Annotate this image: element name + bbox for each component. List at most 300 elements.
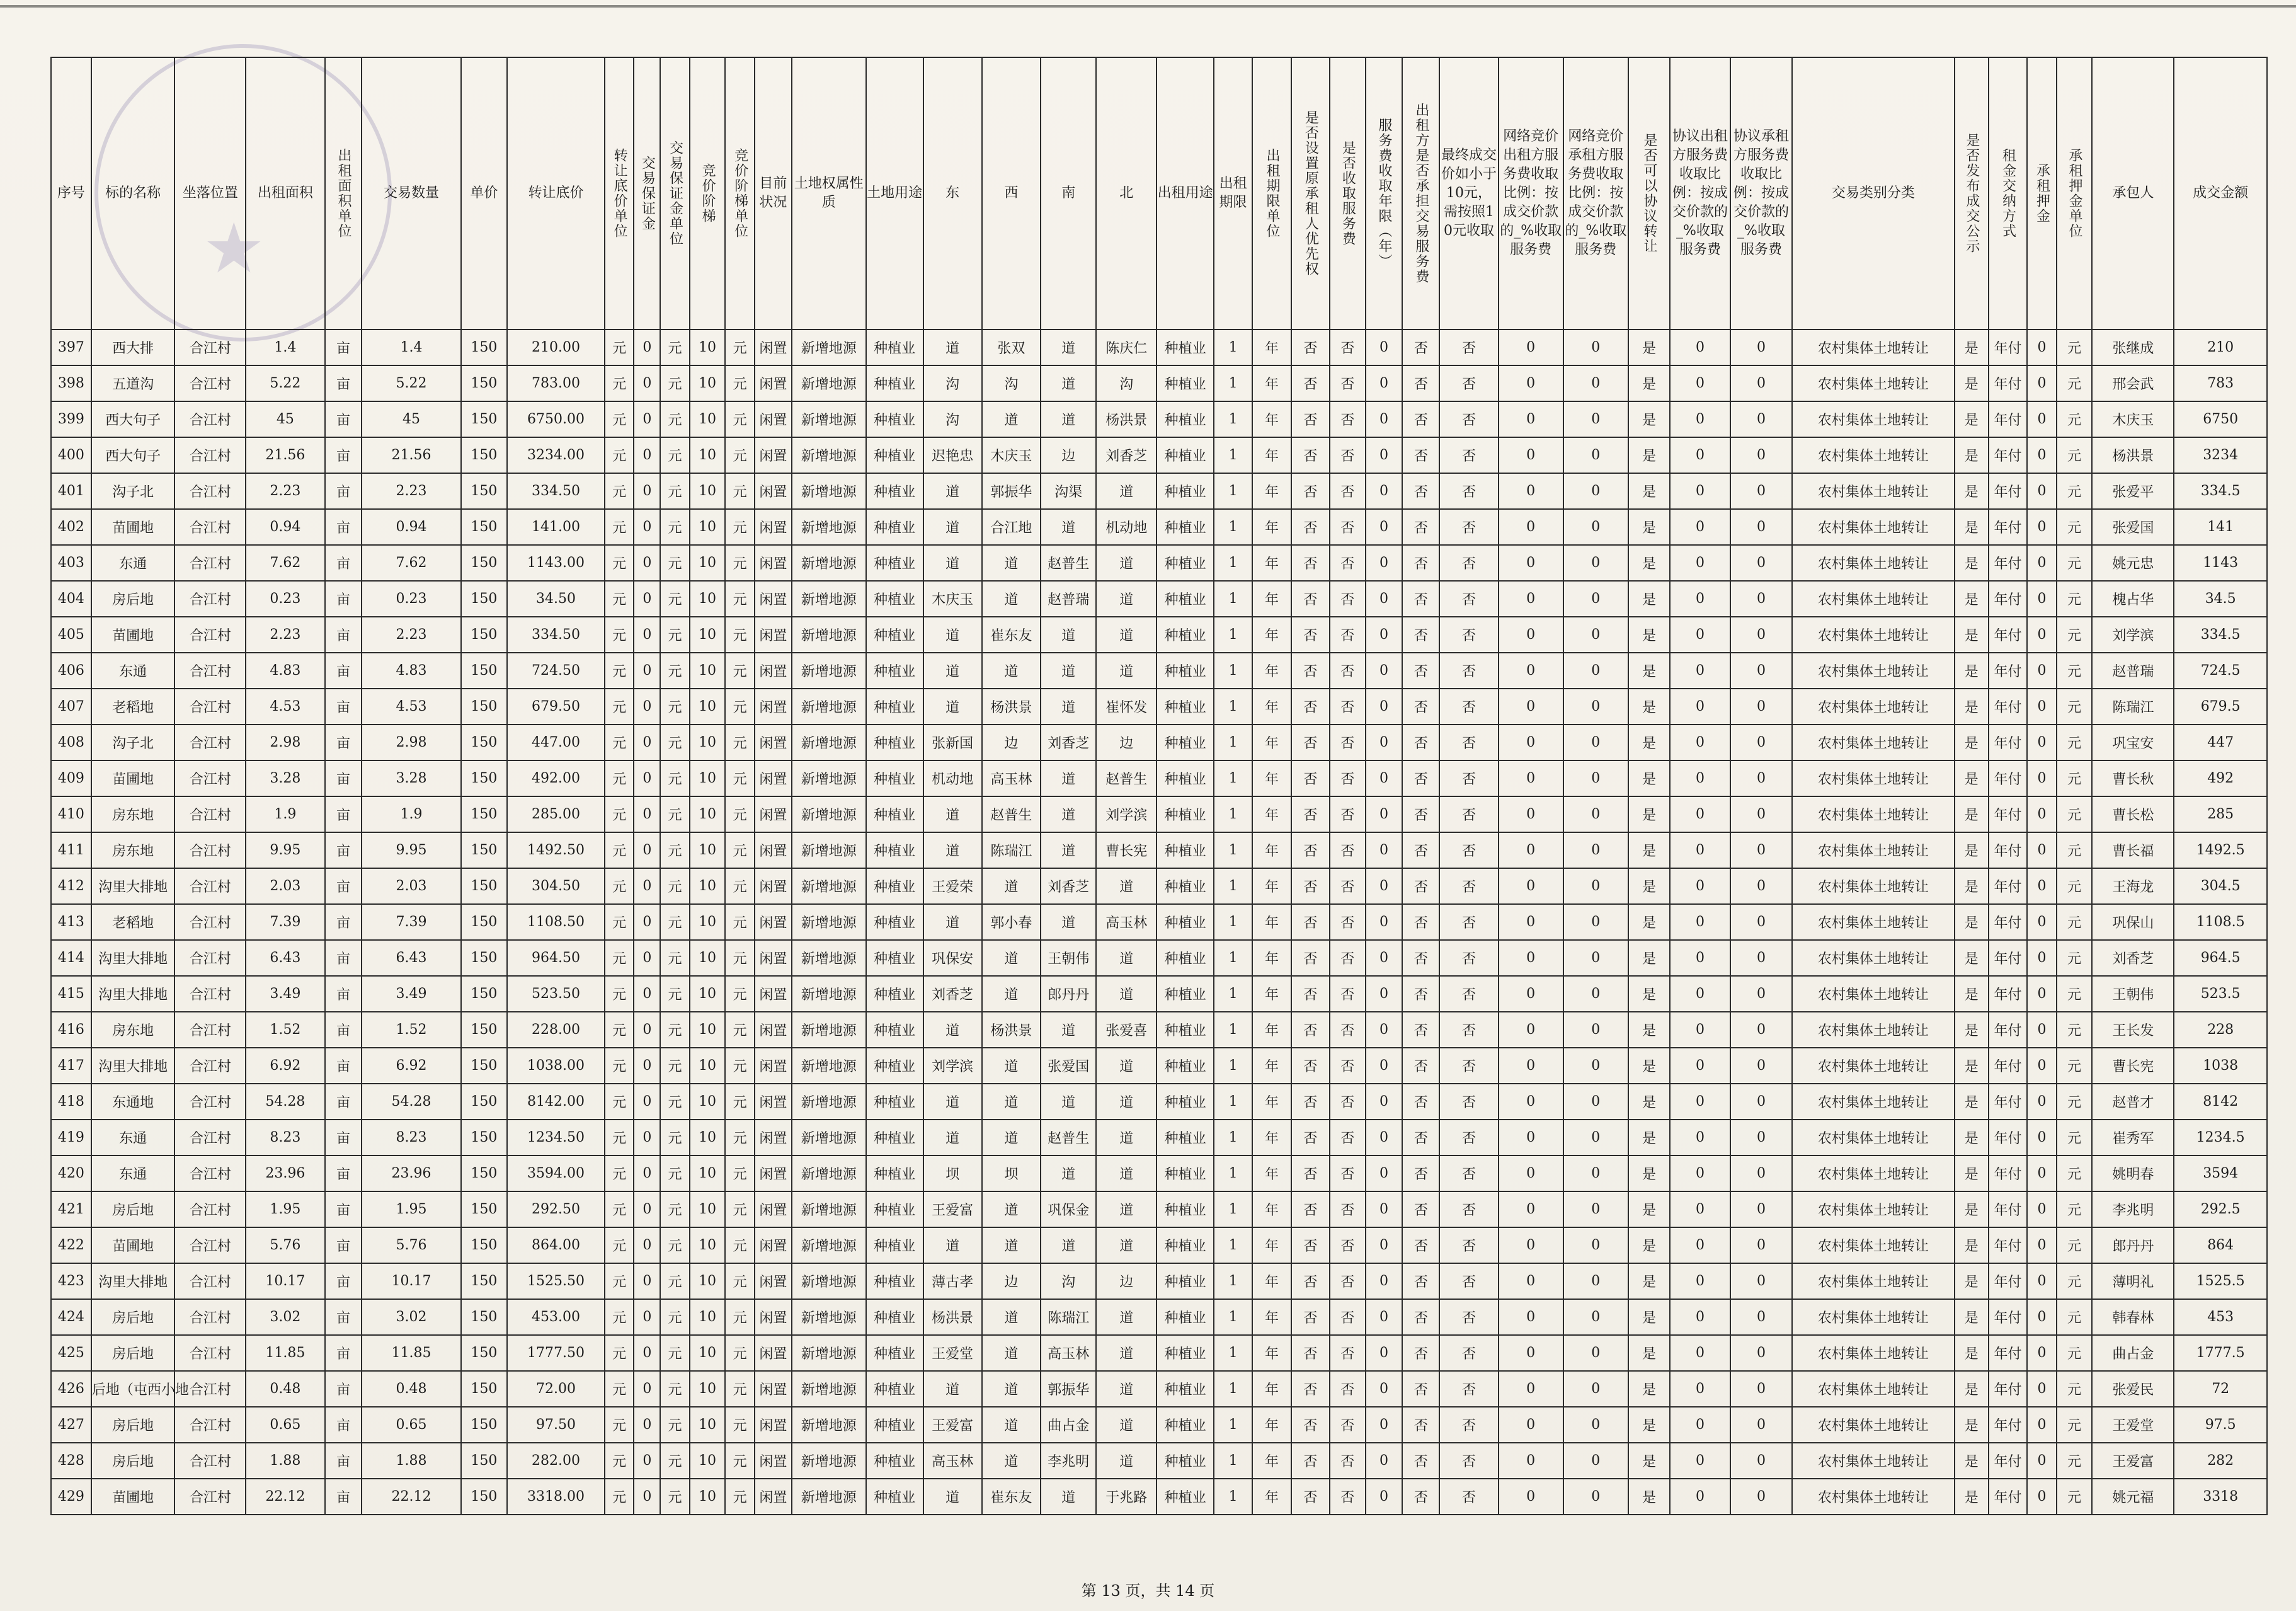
table-cell: 合江村 (174, 1120, 246, 1155)
table-cell: 否 (1439, 760, 1498, 796)
table-cell: 年 (1252, 1227, 1291, 1263)
table-cell: 3318 (2174, 1479, 2267, 1515)
table-cell: 0 (1366, 473, 1403, 509)
table-cell: 农村集体土地转让 (1792, 1407, 1955, 1443)
table-cell: 元 (605, 725, 634, 760)
table-cell: 元 (2057, 760, 2092, 796)
table-cell: 0 (1499, 689, 1563, 725)
table-row (51, 1227, 2267, 1263)
table-cell: 否 (1330, 545, 1365, 581)
table-cell: 0 (634, 1263, 660, 1299)
table-cell: 285.00 (507, 796, 605, 832)
table-cell: 422 (51, 1227, 91, 1263)
table-cell: 0 (1366, 617, 1403, 653)
table-cell: 新增地源 (792, 1048, 866, 1084)
table-cell: 1 (1214, 1371, 1252, 1407)
table-cell: 0 (2027, 868, 2057, 904)
table-cell: 0 (1670, 581, 1730, 617)
table-cell: 0 (1730, 330, 1792, 365)
table-cell: 道 (982, 1443, 1041, 1479)
table-cell: 种植业 (1157, 940, 1214, 976)
table-cell: 道 (982, 1084, 1041, 1120)
table-cell: 0 (1730, 1227, 1792, 1263)
table-cell: 元 (2057, 1048, 2092, 1084)
table-cell: 0 (1366, 1443, 1403, 1479)
table-cell: 0 (1499, 401, 1563, 437)
table-cell: 亩 (325, 904, 362, 940)
table-row (51, 689, 2267, 725)
table-cell: 房东地 (91, 832, 175, 868)
table-cell: 425 (51, 1335, 91, 1371)
table-cell: 种植业 (866, 653, 923, 689)
table-cell: 否 (1439, 330, 1498, 365)
table-cell: 种植业 (1157, 330, 1214, 365)
table-cell: 是 (1955, 1227, 1989, 1263)
table-cell: 道 (1096, 1407, 1157, 1443)
table-cell: 334.5 (2174, 617, 2267, 653)
table-cell: 合江村 (174, 1443, 246, 1479)
table-cell: 槐占华 (2092, 581, 2174, 617)
table-cell: 合江村 (174, 545, 246, 581)
table-cell: 种植业 (1157, 832, 1214, 868)
table-cell: 元 (725, 1155, 755, 1191)
table-cell: 0 (1730, 545, 1792, 581)
table-cell: 0 (634, 1227, 660, 1263)
table-row (51, 1479, 2267, 1515)
table-cell: 种植业 (866, 401, 923, 437)
table-cell: 是 (1955, 1012, 1989, 1048)
table-cell: 是 (1955, 760, 1989, 796)
table-cell: 否 (1439, 1371, 1498, 1407)
table-cell: 道 (923, 330, 982, 365)
table-cell: 道 (1041, 1155, 1096, 1191)
table-cell: 种植业 (866, 545, 923, 581)
table-cell: 闲置 (755, 473, 792, 509)
table-cell: 元 (605, 904, 634, 940)
table-cell: 是 (1628, 1227, 1670, 1263)
table-cell: 964.50 (507, 940, 605, 976)
table-cell: 年付 (1989, 868, 2027, 904)
table-cell: 0 (1366, 1263, 1403, 1299)
table-cell: 农村集体土地转让 (1792, 940, 1955, 976)
table-cell: 元 (605, 1120, 634, 1155)
table-cell: 元 (725, 1299, 755, 1335)
table-cell: 0 (2027, 796, 2057, 832)
table-cell: 新增地源 (792, 904, 866, 940)
table-cell: 新增地源 (792, 401, 866, 437)
table-cell: 元 (660, 653, 690, 689)
table-cell: 新增地源 (792, 1227, 866, 1263)
table-cell: 0 (634, 976, 660, 1012)
table-cell: 种植业 (1157, 545, 1214, 581)
table-cell: 0 (1730, 1443, 1792, 1479)
table-cell: 否 (1439, 437, 1498, 473)
table-cell: 424 (51, 1299, 91, 1335)
table-cell: 年付 (1989, 904, 2027, 940)
table-cell: 合江村 (174, 330, 246, 365)
table-cell: 是 (1628, 760, 1670, 796)
table-cell: 是 (1628, 689, 1670, 725)
table-cell: 150 (461, 509, 508, 545)
table-cell: 是 (1628, 1371, 1670, 1407)
table-cell: 刘香芝 (2092, 940, 2174, 976)
table-cell: 否 (1439, 1048, 1498, 1084)
table-cell: 元 (660, 904, 690, 940)
table-cell: 0 (1563, 1407, 1628, 1443)
table-cell: 陈庆仁 (1096, 330, 1157, 365)
table-cell: 元 (2057, 1191, 2092, 1227)
table-cell: 崔东友 (982, 1479, 1041, 1515)
table-cell: 年付 (1989, 1227, 2027, 1263)
table-cell: 种植业 (1157, 1335, 1214, 1371)
table-cell: 427 (51, 1407, 91, 1443)
table-cell: 0 (1366, 365, 1403, 401)
table-cell: 408 (51, 725, 91, 760)
table-cell: 679.5 (2174, 689, 2267, 725)
table-cell: 刘学滨 (1096, 796, 1157, 832)
table-cell: 农村集体土地转让 (1792, 617, 1955, 653)
table-cell: 张继成 (2092, 330, 2174, 365)
table-cell: 是 (1955, 1048, 1989, 1084)
table-cell: 元 (605, 689, 634, 725)
table-cell: 合江村 (174, 940, 246, 976)
table-cell: 元 (605, 1012, 634, 1048)
table-cell: 是 (1628, 653, 1670, 689)
table-cell: 道 (1096, 581, 1157, 617)
table-cell: 0 (1670, 1299, 1730, 1335)
table-cell: 1525.5 (2174, 1263, 2267, 1299)
table-cell: 年付 (1989, 760, 2027, 796)
table-cell: 邢会武 (2092, 365, 2174, 401)
table-cell: 409 (51, 760, 91, 796)
table-cell: 0 (1730, 1299, 1792, 1335)
table-cell: 木庆玉 (982, 437, 1041, 473)
table-cell: 1 (1214, 976, 1252, 1012)
table-cell: 是 (1955, 617, 1989, 653)
table-cell: 34.5 (2174, 581, 2267, 617)
table-cell: 元 (605, 330, 634, 365)
table-cell: 元 (2057, 1299, 2092, 1335)
table-cell: 0 (1730, 437, 1792, 473)
table-cell: 1492.5 (2174, 832, 2267, 868)
table-cell: 杨洪景 (923, 1299, 982, 1335)
table-cell: 元 (2057, 1084, 2092, 1120)
table-cell: 年付 (1989, 1479, 2027, 1515)
table-cell: 是 (1955, 330, 1989, 365)
table-cell: 1 (1214, 1048, 1252, 1084)
table-cell: 道 (982, 1371, 1041, 1407)
table-cell: 元 (2057, 437, 2092, 473)
column-header: 交易保证金单位 (660, 57, 690, 330)
table-cell: 新增地源 (792, 760, 866, 796)
table-cell: 0 (2027, 1048, 2057, 1084)
table-cell: 种植业 (1157, 1227, 1214, 1263)
table-cell: 否 (1330, 1191, 1365, 1227)
table-cell: 元 (605, 1407, 634, 1443)
table-cell: 10 (690, 976, 725, 1012)
table-cell: 3.02 (246, 1299, 324, 1335)
table-cell: 道 (1096, 1299, 1157, 1335)
table-cell: 1.52 (246, 1012, 324, 1048)
table-cell: 0 (1563, 653, 1628, 689)
table-cell: 0 (634, 904, 660, 940)
table-cell: 种植业 (1157, 725, 1214, 760)
table-cell: 0 (1670, 437, 1730, 473)
table-cell: 0 (1366, 1191, 1403, 1227)
table-cell: 0 (1563, 401, 1628, 437)
table-cell: 元 (2057, 617, 2092, 653)
table-cell: 10 (690, 1048, 725, 1084)
table-cell: 0 (1563, 509, 1628, 545)
table-cell: 坝 (923, 1155, 982, 1191)
table-cell: 种植业 (866, 1155, 923, 1191)
table-cell: 0 (1730, 1084, 1792, 1120)
table-cell: 0 (634, 1443, 660, 1479)
table-cell: 是 (1628, 330, 1670, 365)
table-cell: 0 (1366, 832, 1403, 868)
table-cell: 元 (2057, 1371, 2092, 1407)
table-cell: 年付 (1989, 1012, 2027, 1048)
table-cell: 姚元忠 (2092, 545, 2174, 581)
table-cell: 闲置 (755, 796, 792, 832)
table-cell: 新增地源 (792, 689, 866, 725)
table-cell: 新增地源 (792, 1012, 866, 1048)
table-cell: 150 (461, 1443, 508, 1479)
table-cell: 农村集体土地转让 (1792, 330, 1955, 365)
table-cell: 郭小春 (982, 904, 1041, 940)
table-cell: 后地（屯西小地 (91, 1371, 175, 1407)
table-cell: 种植业 (866, 976, 923, 1012)
table-cell: 292.5 (2174, 1191, 2267, 1227)
table-cell: 亩 (325, 581, 362, 617)
table-cell: 王海龙 (2092, 868, 2174, 904)
table-cell: 新增地源 (792, 1299, 866, 1335)
table-cell: 72 (2174, 1371, 2267, 1407)
column-header: 出租期限单位 (1252, 57, 1291, 330)
column-header: 土地用途 (866, 57, 923, 330)
table-cell: 1 (1214, 1479, 1252, 1515)
table-cell: 0 (1563, 1227, 1628, 1263)
table-cell: 元 (2057, 940, 2092, 976)
table-cell: 种植业 (866, 940, 923, 976)
table-cell: 元 (2057, 1263, 2092, 1299)
table-cell: 141.00 (507, 509, 605, 545)
table-cell: 边 (982, 1263, 1041, 1299)
table-cell: 苗圃地 (91, 509, 175, 545)
table-cell: 元 (660, 581, 690, 617)
table-cell: 农村集体土地转让 (1792, 509, 1955, 545)
table-cell: 0 (634, 1084, 660, 1120)
table-cell: 种植业 (866, 1479, 923, 1515)
table-cell: 0 (634, 940, 660, 976)
table-cell: 是 (1628, 1084, 1670, 1120)
table-cell: 元 (660, 401, 690, 437)
table-cell: 道 (1041, 689, 1096, 725)
table-row (51, 401, 2267, 437)
table-cell: 0 (1670, 473, 1730, 509)
table-cell: 闲置 (755, 330, 792, 365)
table-cell: 2.98 (362, 725, 460, 760)
table-cell: 元 (725, 689, 755, 725)
table-cell: 0 (1563, 868, 1628, 904)
table-cell: 元 (2057, 653, 2092, 689)
table-cell: 0 (1366, 1335, 1403, 1371)
table-cell: 523.50 (507, 976, 605, 1012)
table-cell: 闲置 (755, 1120, 792, 1155)
table-cell: 0 (1670, 832, 1730, 868)
table-cell: 否 (1402, 868, 1439, 904)
table-cell: 种植业 (1157, 868, 1214, 904)
table-row (51, 365, 2267, 401)
table-cell: 种植业 (866, 1407, 923, 1443)
table-cell: 年付 (1989, 653, 2027, 689)
table-cell: 0 (1670, 653, 1730, 689)
table-cell: 亩 (325, 760, 362, 796)
table-cell: 高玉林 (1096, 904, 1157, 940)
table-cell: 元 (660, 940, 690, 976)
table-cell: 亩 (325, 365, 362, 401)
table-cell: 陈瑞江 (2092, 689, 2174, 725)
table-cell: 农村集体土地转让 (1792, 760, 1955, 796)
table-cell: 是 (1955, 437, 1989, 473)
table-body (51, 330, 2267, 1515)
table-cell: 种植业 (866, 473, 923, 509)
table-cell: 亩 (325, 1084, 362, 1120)
table-cell: 否 (1439, 1227, 1498, 1263)
table-cell: 150 (461, 1084, 508, 1120)
table-cell: 曹长福 (2092, 832, 2174, 868)
table-cell: 453.00 (507, 1299, 605, 1335)
table-cell: 种植业 (1157, 1299, 1214, 1335)
table-cell: 闲置 (755, 1479, 792, 1515)
table-cell: 1 (1214, 545, 1252, 581)
table-cell: 元 (725, 401, 755, 437)
table-cell: 否 (1291, 904, 1330, 940)
table-cell: 元 (660, 1012, 690, 1048)
table-cell: 道 (982, 1048, 1041, 1084)
table-cell: 农村集体土地转让 (1792, 904, 1955, 940)
table-cell: 3.49 (362, 976, 460, 1012)
table-cell: 王爱富 (923, 1407, 982, 1443)
table-cell: 沟 (923, 401, 982, 437)
table-cell: 农村集体土地转让 (1792, 1191, 1955, 1227)
table-cell: 农村集体土地转让 (1792, 545, 1955, 581)
table-cell: 是 (1955, 976, 1989, 1012)
table-cell: 285 (2174, 796, 2267, 832)
table-cell: 1 (1214, 1263, 1252, 1299)
table-cell: 合江村 (174, 1227, 246, 1263)
table-cell: 0 (2027, 401, 2057, 437)
table-cell: 张双 (982, 330, 1041, 365)
table-cell: 0 (2027, 940, 2057, 976)
table-cell: 0 (1730, 473, 1792, 509)
table-cell: 否 (1291, 940, 1330, 976)
table-cell: 否 (1291, 1263, 1330, 1299)
table-cell: 否 (1291, 1155, 1330, 1191)
table-row (51, 796, 2267, 832)
table-cell: 150 (461, 725, 508, 760)
table-cell: 赵普才 (2092, 1084, 2174, 1120)
table-cell: 闲置 (755, 1407, 792, 1443)
table-cell: 0 (634, 1012, 660, 1048)
table-cell: 97.50 (507, 1407, 605, 1443)
table-cell: 闲置 (755, 760, 792, 796)
table-cell: 元 (660, 689, 690, 725)
table-cell: 否 (1330, 1263, 1365, 1299)
table-row (51, 1299, 2267, 1335)
table-cell: 414 (51, 940, 91, 976)
table-cell: 6.43 (246, 940, 324, 976)
table-cell: 道 (982, 401, 1041, 437)
table-cell: 0 (1499, 365, 1563, 401)
table-cell: 亩 (325, 725, 362, 760)
table-cell: 0 (634, 330, 660, 365)
table-cell: 是 (1955, 1443, 1989, 1479)
table-cell: 种植业 (1157, 365, 1214, 401)
table-cell: 否 (1330, 832, 1365, 868)
table-cell: 元 (725, 473, 755, 509)
table-cell: 0 (1499, 868, 1563, 904)
table-cell: 道 (1041, 796, 1096, 832)
table-cell: 元 (2057, 725, 2092, 760)
table-cell: 合江村 (174, 1048, 246, 1084)
table-cell: 0 (1730, 976, 1792, 1012)
table-cell: 0 (2027, 760, 2057, 796)
table-cell: 是 (1628, 940, 1670, 976)
table-cell: 道 (1041, 760, 1096, 796)
table-cell: 是 (1955, 401, 1989, 437)
table-cell: 闲置 (755, 365, 792, 401)
table-cell: 0 (2027, 1155, 2057, 1191)
table-row (51, 473, 2267, 509)
table-cell: 1108.5 (2174, 904, 2267, 940)
table-cell: 元 (660, 976, 690, 1012)
table-cell: 150 (461, 1120, 508, 1155)
table-cell: 闲置 (755, 545, 792, 581)
table-cell: 6.92 (246, 1048, 324, 1084)
table-cell: 0 (1366, 868, 1403, 904)
table-cell: 闲置 (755, 904, 792, 940)
table-cell: 是 (1955, 1335, 1989, 1371)
table-cell: 元 (605, 1335, 634, 1371)
column-header: 最终成交价如小于10元，需按照10元收取 (1439, 57, 1498, 330)
table-cell: 否 (1330, 760, 1365, 796)
table-cell: 是 (1955, 904, 1989, 940)
table-cell: 年 (1252, 689, 1291, 725)
table-cell: 是 (1955, 940, 1989, 976)
table-cell: 是 (1955, 689, 1989, 725)
table-cell: 423 (51, 1263, 91, 1299)
table-cell: 闲置 (755, 581, 792, 617)
table-cell: 李兆明 (2092, 1191, 2174, 1227)
table-cell: 3234.00 (507, 437, 605, 473)
table-cell: 年 (1252, 330, 1291, 365)
table-cell: 1.95 (362, 1191, 460, 1227)
column-header: 承包人 (2092, 57, 2174, 330)
table-cell: 是 (1628, 1048, 1670, 1084)
table-cell: 0 (1499, 581, 1563, 617)
table-cell: 3.49 (246, 976, 324, 1012)
table-cell: 150 (461, 330, 508, 365)
table-cell: 元 (2057, 1120, 2092, 1155)
table-cell: 元 (660, 1335, 690, 1371)
table-cell: 0 (1670, 1407, 1730, 1443)
column-header: 交易数量 (362, 57, 460, 330)
table-cell: 年 (1252, 1012, 1291, 1048)
table-cell: 8.23 (246, 1120, 324, 1155)
table-cell: 道 (1096, 617, 1157, 653)
table-cell: 新增地源 (792, 330, 866, 365)
